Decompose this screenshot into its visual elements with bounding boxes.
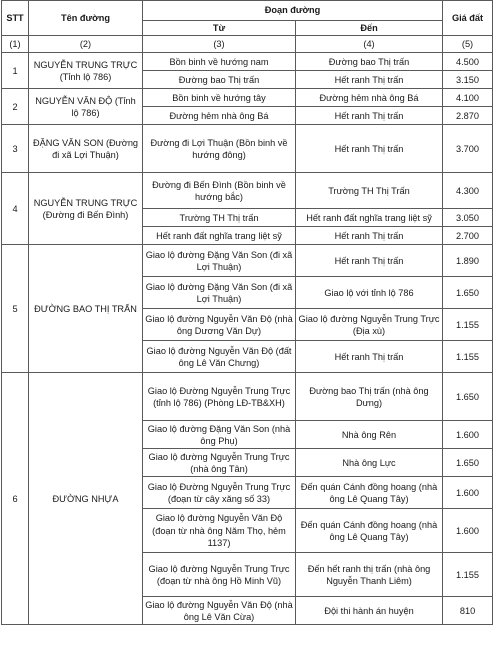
land-price: 1.650 (443, 277, 493, 309)
row-stt: 3 (2, 125, 29, 173)
street-name: ĐƯỜNG BAO THỊ TRẤN (29, 245, 143, 373)
land-price: 2.700 (443, 227, 493, 245)
segment-from: Giao lộ đường Đặng Văn Son (nhà ông Phụ) (143, 421, 296, 449)
row-stt: 4 (2, 173, 29, 245)
column-number-row (2, 36, 493, 53)
land-price: 1.155 (443, 341, 493, 373)
land-price: 4.300 (443, 173, 493, 209)
segment-to: Hết ranh Thị trấn (296, 125, 443, 173)
land-price: 810 (443, 597, 493, 625)
segment-from: Trường TH Thị trấn (143, 209, 296, 227)
segment-to: Giao lộ đường Nguyễn Trung Trực (Địa xù) (296, 309, 443, 341)
segment-to: Nhà ông Lực (296, 449, 443, 477)
segment-to: Đến hết ranh thị trấn (nhà ông Nguyễn Thanh Liêm) (296, 553, 443, 597)
land-price: 1.155 (443, 553, 493, 597)
segment-to: Đường bao Thị trấn (296, 53, 443, 71)
segment-to: Hết ranh Thị trấn (296, 341, 443, 373)
street-name: NGUYỄN TRUNG TRỰC (Tỉnh lộ 786) (29, 53, 143, 89)
header-street-name: Tên đường (29, 1, 143, 36)
segment-to: Đến quán Cánh đồng hoang (nhà ông Lê Quang Tây) (296, 477, 443, 509)
row-stt: 2 (2, 89, 29, 125)
segment-from: Giao lộ đường Nguyễn Văn Độ (đất ông Lê Văn Chưng) (143, 341, 296, 373)
col-number: (1) (2, 36, 29, 53)
segment-to: Đến quán Cánh đồng hoang (nhà ông Lê Quang Tây) (296, 509, 443, 553)
segment-to: Trường TH Thị Trấn (296, 173, 443, 209)
street-name: ĐƯỜNG NHỰA (29, 373, 143, 625)
segment-to: Đội thi hành án huyện (296, 597, 443, 625)
segment-from: Giao lộ đường Nguyễn Trung Trực (đoạn từ nhà ông Hồ Minh Vũ) (143, 553, 296, 597)
street-name: ĐẶNG VĂN SON (Đường đi xã Lợi Thuận) (29, 125, 143, 173)
land-price: 4.100 (443, 89, 493, 107)
segment-from: Bồn binh về hướng tây (143, 89, 296, 107)
col-number: (2) (29, 36, 143, 53)
table-row (2, 53, 493, 71)
segment-from: Giao lộ đường Nguyễn Trung Trực (nhà ông Tân) (143, 449, 296, 477)
segment-from: Giao lộ đường Nguyễn Văn Độ (đoạn từ nhà ông Năm Thọ, hẻm 1137) (143, 509, 296, 553)
segment-from: Đường bao Thị trấn (143, 71, 296, 89)
col-number: (4) (296, 36, 443, 53)
land-price-table (1, 0, 493, 625)
land-price: 1.600 (443, 509, 493, 553)
segment-to: Hết ranh Thị trấn (296, 107, 443, 125)
land-price: 3.700 (443, 125, 493, 173)
table-row (2, 245, 493, 277)
price-table-container (1, 0, 492, 625)
segment-from: Đường đi Bến Đình (Bồn binh về hướng bắc) (143, 173, 296, 209)
table-row (2, 373, 493, 421)
col-number: (5) (443, 36, 493, 53)
segment-to: Đường bao Thị trấn (nhà ông Dưng) (296, 373, 443, 421)
segment-to: Hết ranh Thị trấn (296, 227, 443, 245)
segment-to: Đường hẻm nhà ông Bá (296, 89, 443, 107)
segment-from: Hết ranh đất nghĩa trang liệt sỹ (143, 227, 296, 245)
table-row (2, 173, 493, 209)
table-header (2, 1, 493, 53)
land-price: 1.650 (443, 449, 493, 477)
segment-from: Đường hẻm nhà ông Bá (143, 107, 296, 125)
table-row (2, 89, 493, 107)
land-price: 1.650 (443, 373, 493, 421)
land-price: 3.150 (443, 71, 493, 89)
header-road-segment: Đoạn đường (143, 1, 443, 21)
row-stt: 6 (2, 373, 29, 625)
segment-from: Giao lộ đường Đặng Văn Son (đi xã Lợi Thuận) (143, 277, 296, 309)
land-price: 2.870 (443, 107, 493, 125)
segment-from: Giao lộ đường Nguyễn Văn Độ (nhà ông Dương Văn Dự) (143, 309, 296, 341)
segment-from: Bồn binh về hướng nam (143, 53, 296, 71)
segment-to: Hết ranh Thị trấn (296, 71, 443, 89)
header-from: Từ (143, 21, 296, 36)
segment-to: Nhà ông Rên (296, 421, 443, 449)
street-name: NGUYỄN TRUNG TRỰC (Đường đi Bến Đình) (29, 173, 143, 245)
segment-from: Giao lộ Đường Nguyễn Trung Trực (tỉnh lộ 786) (Phòng LĐ-TB&XH) (143, 373, 296, 421)
segment-to: Hết ranh đất nghĩa trang liệt sỹ (296, 209, 443, 227)
land-price: 4.500 (443, 53, 493, 71)
segment-from: Đường đi Lợi Thuận (Bồn binh về hướng đông) (143, 125, 296, 173)
land-price: 1.600 (443, 477, 493, 509)
row-stt: 1 (2, 53, 29, 89)
land-price: 1.155 (443, 309, 493, 341)
land-price: 1.600 (443, 421, 493, 449)
segment-from: Giao lộ đường Nguyễn Văn Độ (nhà ông Lê Văn Cừa) (143, 597, 296, 625)
row-stt: 5 (2, 245, 29, 373)
segment-from: Giao lộ đường Đặng Văn Son (đi xã Lợi Thuận) (143, 245, 296, 277)
header-stt: STT (2, 1, 29, 36)
col-number: (3) (143, 36, 296, 53)
segment-to: Hết ranh Thị trấn (296, 245, 443, 277)
street-name: NGUYỄN VĂN ĐỘ (Tỉnh lộ 786) (29, 89, 143, 125)
table-row (2, 125, 493, 173)
land-price: 3.050 (443, 209, 493, 227)
segment-from: Giao lộ Đường Nguyễn Trung Trực (đoạn từ cây xăng số 33) (143, 477, 296, 509)
land-price: 1.890 (443, 245, 493, 277)
header-to: Đến (296, 21, 443, 36)
table-body (2, 53, 493, 625)
header-land-price: Giá đất (443, 1, 493, 36)
segment-to: Giao lộ với tỉnh lộ 786 (296, 277, 443, 309)
